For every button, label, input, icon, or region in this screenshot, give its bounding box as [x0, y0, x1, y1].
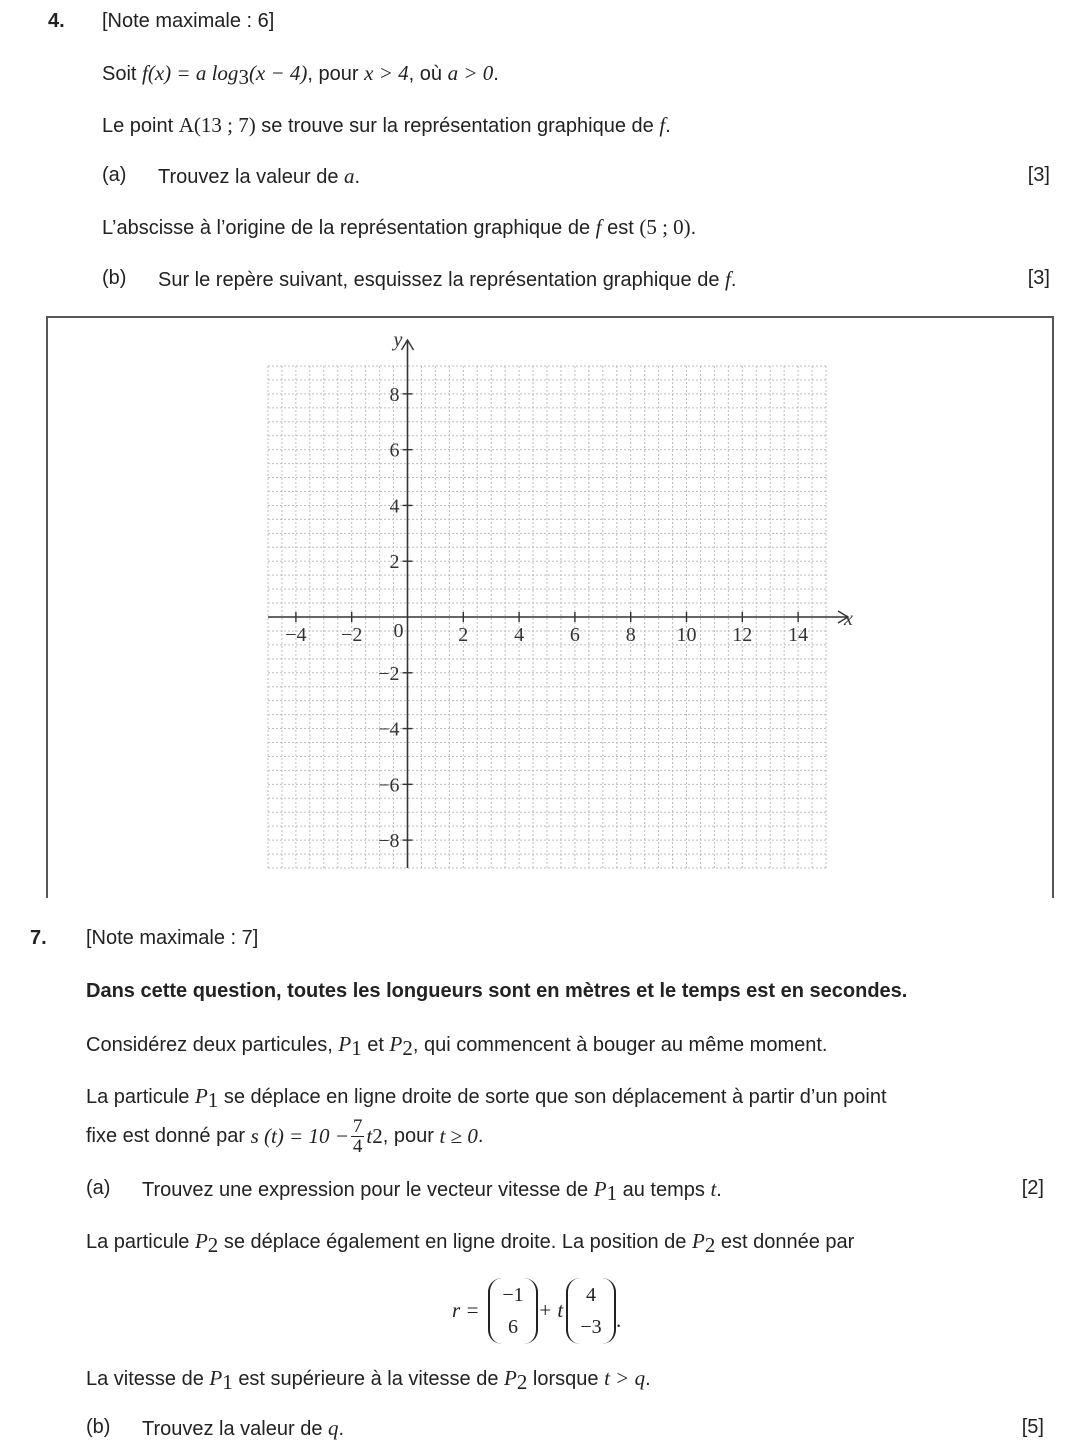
part-marks: [5]	[1021, 1416, 1044, 1438]
text: , qui commencent à bouger au même moment.	[412, 1034, 828, 1056]
text: .	[493, 63, 499, 85]
coordinate-grid[interactable]	[0, 320, 1080, 920]
text: .	[645, 1368, 651, 1390]
question-number: 4.	[48, 10, 65, 32]
math-sub: 2	[704, 1233, 716, 1257]
x-tick-label: 14	[788, 624, 809, 646]
axes	[268, 340, 848, 868]
max-mark: [Note maximale : 7]	[86, 927, 259, 949]
math: t > q	[604, 1366, 646, 1390]
denominator: 4	[352, 1135, 363, 1157]
text: .	[616, 1308, 622, 1332]
max-mark: [Note maximale : 6]	[102, 10, 275, 32]
y-tick-label: −8	[378, 830, 400, 853]
text: .	[338, 1418, 345, 1440]
fraction	[351, 1117, 365, 1156]
part-marks: [3]	[1027, 267, 1050, 289]
y-tick-label: 4	[389, 495, 400, 518]
text: La particule	[86, 1086, 190, 1108]
text: se déplace en ligne droite de sorte que son déplacement à partir d’un point	[223, 1086, 887, 1108]
math: t	[710, 1177, 717, 1201]
part-question	[158, 164, 360, 189]
x-tick-label: 10	[676, 624, 697, 646]
y-tick-label: 8	[389, 383, 400, 406]
y-tick-label: 2	[389, 551, 400, 574]
particles-statement	[86, 1032, 827, 1061]
text: .	[690, 217, 697, 239]
math: s (t) = 10 −	[250, 1123, 349, 1148]
text: La vitesse de	[86, 1368, 204, 1390]
vector-entry: −3	[580, 1316, 602, 1338]
part-label: (b)	[102, 267, 127, 289]
math: P	[691, 1229, 705, 1253]
x-tick-label: 2	[458, 624, 469, 646]
text: Considérez deux particules,	[86, 1034, 333, 1056]
part-label: (a)	[102, 164, 127, 186]
math: P	[209, 1366, 223, 1390]
y-axis-label: y	[393, 329, 403, 351]
math: P	[194, 1229, 208, 1253]
math: (x − 4)	[248, 61, 308, 85]
vector	[488, 1278, 538, 1344]
text: est supérieure à la vitesse de	[238, 1368, 499, 1390]
speed-statement	[86, 1366, 651, 1395]
math: t ≥ 0	[439, 1123, 478, 1148]
text: Soit	[102, 63, 137, 85]
math-sub: 2	[516, 1370, 528, 1394]
math: f	[659, 113, 666, 137]
math: A(13 ; 7)	[178, 113, 256, 137]
part-question	[158, 267, 736, 292]
math-sup: 2	[372, 1123, 383, 1148]
text: .	[665, 115, 671, 137]
text: Trouvez la valeur de	[142, 1418, 323, 1440]
math: f	[725, 267, 731, 291]
math: a	[344, 164, 355, 188]
part-marks: [3]	[1027, 164, 1050, 186]
math-sub: 1	[351, 1036, 362, 1060]
part-label: (a)	[86, 1177, 111, 1199]
math: P	[194, 1084, 208, 1108]
math: t	[366, 1123, 373, 1148]
math-sub: 2	[207, 1233, 219, 1257]
math: r =	[452, 1298, 480, 1322]
math: f	[595, 215, 602, 239]
text: Sur le repère suivant, esquissez la représentation graphique de	[158, 269, 720, 291]
math-sub: 1	[606, 1181, 618, 1205]
vector-entry: 4	[586, 1284, 596, 1306]
math: a > 0	[447, 61, 494, 85]
math: (5 ; 0)	[639, 215, 691, 239]
text: , pour	[307, 63, 359, 85]
intercept-statement	[102, 215, 696, 240]
x-axis-label: x	[844, 608, 853, 630]
x-tick-label: −4	[285, 624, 307, 646]
question-number: 7.	[30, 927, 47, 949]
p2-statement	[86, 1229, 854, 1258]
part-label: (b)	[86, 1416, 111, 1438]
math-sub: 2	[402, 1036, 413, 1060]
text: La particule	[86, 1231, 190, 1253]
math: P	[504, 1366, 517, 1390]
displacement-formula	[86, 1108, 483, 1164]
x-tick-label: 12	[732, 624, 753, 646]
y-tick-label: −6	[378, 774, 400, 797]
math-sub: 3	[238, 65, 249, 89]
math-sub: 1	[222, 1370, 233, 1394]
vector-entry: −1	[502, 1284, 524, 1306]
text: .	[730, 269, 737, 291]
text: et	[367, 1034, 384, 1056]
y-tick-label: −4	[378, 718, 400, 741]
y-tick-label: −2	[378, 662, 400, 685]
text: Trouvez une expression pour le vecteur vitesse de	[142, 1179, 589, 1201]
math: q	[328, 1416, 339, 1440]
math: x > 4	[364, 61, 409, 85]
text: lorsque	[532, 1368, 599, 1390]
text: au temps	[622, 1179, 705, 1201]
y-tick-label: 6	[389, 439, 400, 462]
part-question	[142, 1177, 722, 1206]
text: .	[716, 1179, 722, 1201]
math: + t	[538, 1298, 564, 1322]
part-question	[142, 1416, 344, 1441]
x-tick-label: 6	[569, 624, 580, 646]
vector-entry: 6	[508, 1316, 518, 1338]
text: est	[607, 217, 634, 239]
x-tick-label: 4	[514, 624, 525, 646]
text: fixe est donné par	[86, 1124, 245, 1147]
text: .	[354, 166, 361, 188]
units-note: Dans cette question, toutes les longueurs sont en mètres et le temps est en secondes.	[86, 980, 908, 1002]
math: P	[338, 1032, 352, 1056]
vector	[566, 1278, 616, 1344]
text: est donnée par	[720, 1231, 855, 1253]
point-statement	[102, 113, 671, 138]
origin-label: 0	[393, 620, 404, 642]
text: .	[477, 1124, 484, 1147]
text: Le point	[102, 115, 174, 137]
x-tick-label: 8	[625, 624, 636, 646]
text: se trouve sur la représentation graphique de	[261, 115, 654, 137]
text: , où	[408, 63, 442, 85]
text: , pour	[382, 1124, 434, 1147]
x-tick-label: −2	[341, 624, 363, 646]
function-definition	[102, 61, 499, 90]
math: P	[593, 1177, 607, 1201]
math-sub: 1	[207, 1088, 219, 1112]
math: P	[389, 1032, 403, 1056]
text: se déplace également en ligne droite. La position de	[223, 1231, 687, 1253]
part-marks: [2]	[1021, 1177, 1044, 1199]
math: f(x) = a log	[142, 61, 239, 85]
numerator: 7	[352, 1115, 363, 1137]
text: Trouvez la valeur de	[158, 166, 339, 188]
text: L’abscisse à l’origine de la représentation graphique de	[102, 217, 591, 239]
